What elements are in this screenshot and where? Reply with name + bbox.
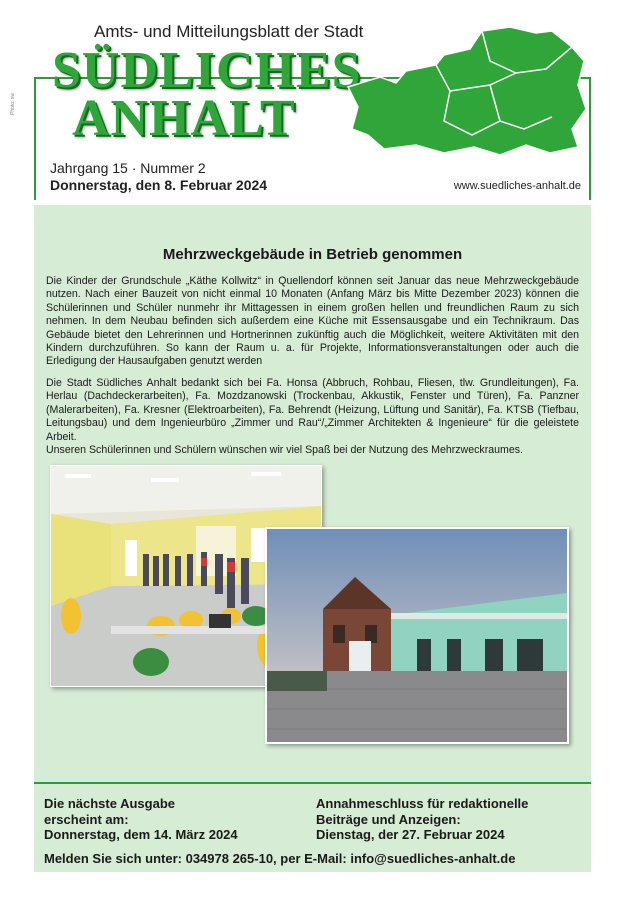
article-paragraph-3: Unseren Schülerinnen und Schülern wünschen wir viel Spaß bei der Nutzung des Mehrzweckraumes.: [46, 444, 523, 457]
website-link[interactable]: www.suedliches-anhalt.de: [453, 180, 581, 192]
next-issue-label-1: Die nächste Ausgabe: [44, 796, 176, 811]
deadline-date: Dienstag, der 27. Februar 2024: [316, 827, 505, 842]
next-issue-block: [44, 796, 238, 843]
logo-text-1: SÜDLICHES: [52, 42, 362, 99]
next-issue-date: Donnerstag, dem 14. März 2024: [44, 827, 238, 842]
logo-line-2: [72, 89, 296, 148]
article-paragraph-2: Die Stadt Südliches Anhalt bedankt sich bei Fa. Honsa (Abbruch, Rohbau, Fliesen, tlw. Grundleitungen), Fa. Herlau (Dachdeckerarbeiten), Fa. Mozdzanowski (Trockenbau, Akkustik, Fenster und Türen), Fa. Panzner (Malerarbeiten), Fa. Kresner (Elektroarbeiten), Fa. Behrendt (Heizung, Lüftung und Sanitär), Fa. KTSB (Tiefbau, Leitungsbau) und dem Ingenieurbüro „Zimmer und Rau“/„Zimmer Architekten & Ingenieure“ für die geleistete Arbeit.: [46, 377, 579, 443]
photo-credit: Photo: sw: [10, 93, 16, 115]
article-paragraph-2-block: [46, 377, 579, 457]
deadline-label-1: Annahmeschluss für redaktionelle: [316, 796, 529, 811]
masthead-subtitle: Amts- und Mitteilungsblatt der Stadt: [94, 22, 364, 41]
deadline-label-2: Beiträge und Anzeigen:: [316, 811, 461, 827]
deadline-block: [316, 796, 528, 843]
issue-date: Donnerstag, den 8. Februar 2024: [50, 177, 268, 193]
logo-text-2: ANHALT: [72, 90, 296, 147]
article-paragraph-1: Die Kinder der Grundschule „Käthe Kollwitz“ in Quellendorf können seit Januar das neue Mehrzweckgebäude nutzen. Nach einer Bauzeit von nicht einmal 10 Monaten (Anfang März bis Mitte Dezember 2023) können die Schülerinnen und Schüler nunmehr ihr Mittagessen in einem großen hellen und freundlichen Raum zu sich nehmen. In dem Neubau befinden sich außerdem eine Küche mit Essensausgabe und ein Technikraum. Das Gebäude bietet den Lehrerinnen und Hortnerinnen zukünftig auch die Möglichkeit, weitere Aktivitäten mit den Kindern durchzuführen. So kann der Raum u. a. für Projekte, Informationsveranstaltungen oder auch die Erledigung der Hausaufgaben genutzt werden: [46, 275, 579, 368]
photo-building-exterior: [265, 527, 569, 744]
contact-line: Melden Sie sich unter: 034978 265-10, per E-Mail: info@suedliches-anhalt.de: [44, 851, 516, 866]
article-headline: Mehrzweckgebäude in Betrieb genommen: [162, 246, 463, 263]
region-map-icon: [340, 25, 590, 160]
next-issue-label-2: erscheint am:: [44, 811, 129, 827]
issue-number: Jahrgang 15 · Nummer 2: [50, 160, 206, 176]
footer-panel: [34, 782, 591, 872]
